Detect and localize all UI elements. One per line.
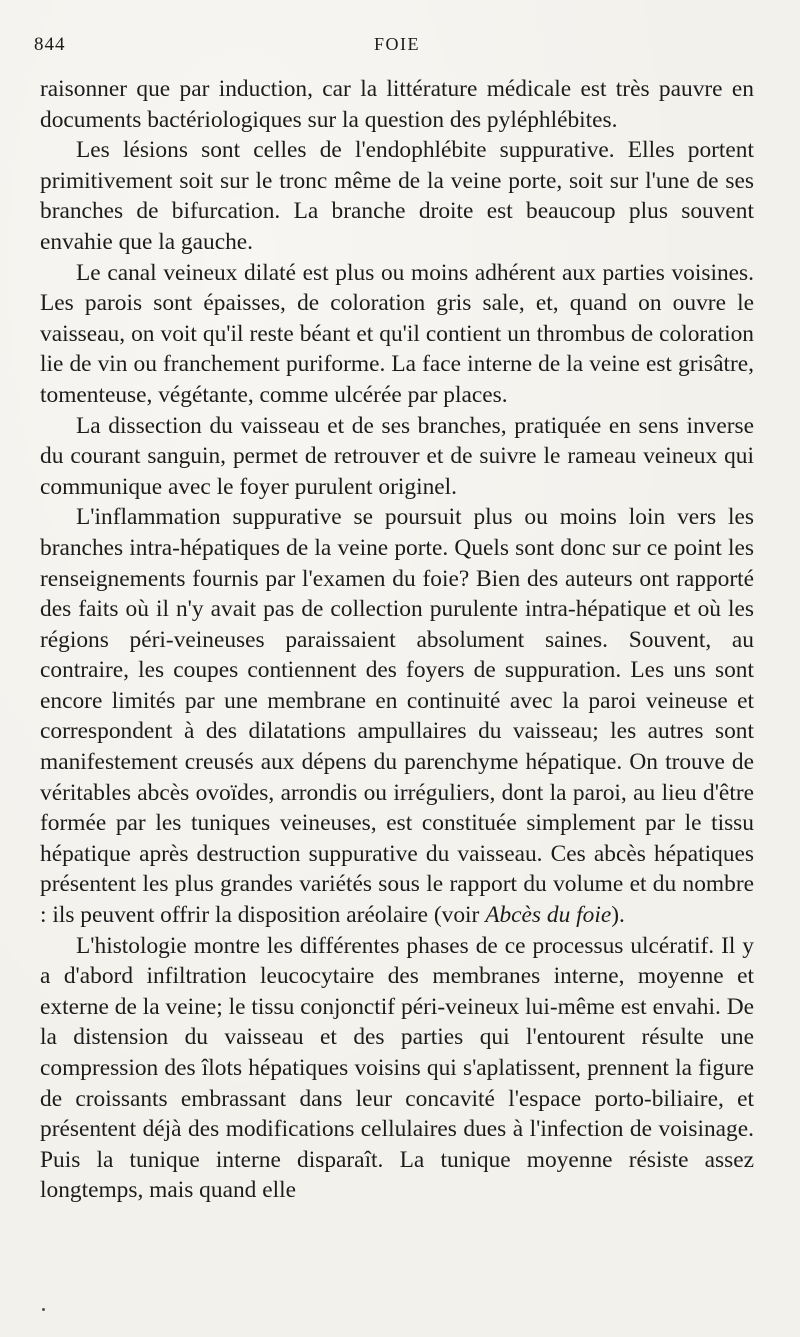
print-speck — [42, 1308, 45, 1311]
paragraph-inflammation-end: ). — [611, 902, 625, 929]
page-number: 844 — [34, 34, 66, 55]
paragraph-histologie: L'histologie montre les différentes phases de ce processus ulcératif. Il y a d'abord infiltration leucocytaire des membranes interne, moyenne et externe de la veine; le tissu conjonctif péri-veineux lui-même est envahi. De la distension du vaisseau et des parties qui l'entourent résulte une compression des îlots hépatiques voisins qui s'aplatissent, prennent la figure de croissants embrassant dans leur concavité l'espace porto-biliaire, et présentent déjà des modifications cellulaires dues à l'infection de voisinage. Puis la tunique interne disparaît. La tunique moyenne résiste assez longtemps, mais quand elle — [40, 932, 754, 1204]
paragraph-continuation: raisonner que par induction, car la littérature médicale est très pauvre en documents bactériologiques sur la question des pyléphlébites. — [40, 76, 754, 133]
cross-reference: Abcès du foie — [485, 902, 612, 929]
paragraph-inflammation-text: L'inflammation suppurative se poursuit plus ou moins loin vers les branches intra-hépatiques de la veine porte. Quels sont donc sur ce point les renseignements fournis par l'examen du foie? Bien des auteurs ont rapporté des faits où il n'y avait pas de collection purulente intra-hépatique et où les régions péri-veineuses paraissaient absolument saines. Souvent, au contraire, les coupes contiennent des foyers de suppuration. Les uns sont encore limités par une membrane en continuité avec la paroi veineuse et correspondent à des dilatations ampullaires du vaisseau; les autres sont manifestement creusés aux dépens du parenchyme hépatique. On trouve de véritables abcès ovoïdes, arrondis ou irréguliers, dont la paroi, au lieu d'être formée par les tuniques veineuses, est constituée simplement par le tissu hépatique après destruction suppurative du vaisseau. Ces abcès hépatiques présentent les plus grandes variétés sous le rapport du volume et du nombre : ils peuvent offrir la disposition aréolaire (voir — [40, 504, 754, 929]
paragraph-inflammation — [40, 502, 754, 930]
page-header — [34, 34, 754, 62]
paragraph-lesions: Les lésions sont celles de l'endophlébite suppurative. Elles portent primitivement soit sur le tronc même de la veine porte, soit sur l'une de ses branches de bifurcation. La branche droite est beaucoup plus souvent envahie que la gauche. — [40, 137, 754, 255]
running-head: FOIE — [374, 34, 420, 54]
body-text — [40, 74, 754, 1206]
paragraph-dissection: La dissection du vaisseau et de ses branches, pratiquée en sens inverse du courant sanguin, permet de retrouver et de suivre le rameau veineux qui communique avec le foyer purulent originel. — [40, 412, 754, 500]
paragraph-canal-veineux: Le canal veineux dilaté est plus ou moins adhérent aux parties voisines. Les parois sont épaisses, de coloration gris sale, et, quand on ouvre le vaisseau, on voit qu'il reste béant et qu'il contient un thrombus de coloration lie de vin ou franchement puriforme. La face interne de la veine est grisâtre, tomenteuse, végétante, comme ulcérée par places. — [40, 259, 754, 408]
